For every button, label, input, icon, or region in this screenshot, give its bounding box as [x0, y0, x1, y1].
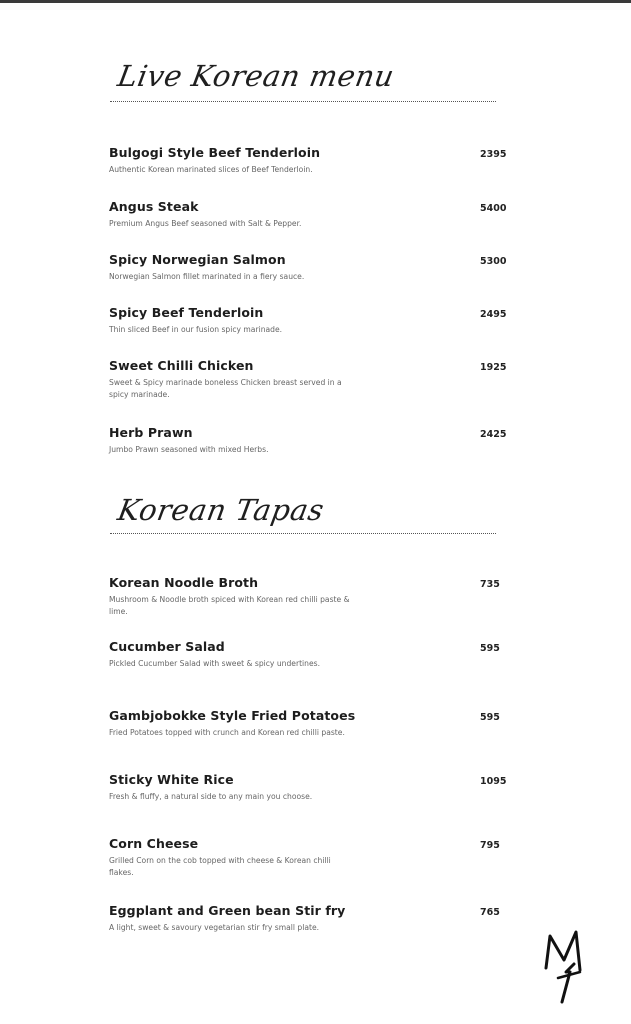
brand-logo-icon	[540, 928, 588, 1006]
item-description: Fresh & fluffy, a natural side to any main you choose.	[109, 792, 313, 801]
section-title-korean-tapas: Korean Tapas	[115, 493, 327, 527]
menu-item	[109, 903, 509, 934]
item-description: Premium Angus Beef seasoned with Salt & Pepper.	[109, 219, 302, 228]
item-name: Bulgogi Style Beef Tenderloin	[109, 145, 321, 160]
item-price: 595	[480, 643, 500, 654]
section-divider	[110, 533, 496, 534]
item-name: Corn Cheese	[109, 836, 199, 851]
item-description: A light, sweet & savoury vegetarian stir fry small plate.	[109, 923, 320, 932]
item-price: 765	[480, 907, 500, 918]
section-title-live-korean: Live Korean menu	[115, 59, 397, 93]
item-price: 5400	[480, 203, 507, 214]
item-price: 735	[480, 579, 500, 590]
item-name: Sticky White Rice	[109, 772, 234, 787]
item-price: 5300	[480, 256, 507, 267]
item-name: Korean Noodle Broth	[109, 575, 259, 590]
item-price: 1925	[480, 362, 507, 373]
menu-item	[109, 358, 509, 401]
menu-item	[109, 836, 509, 879]
menu-item	[109, 252, 509, 283]
item-name: Spicy Norwegian Salmon	[109, 252, 286, 267]
item-description: Norwegian Salmon fillet marinated in a fiery sauce.	[109, 272, 305, 281]
menu-item	[109, 425, 509, 456]
top-border	[0, 0, 631, 3]
item-description: Jumbo Prawn seasoned with mixed Herbs.	[109, 445, 269, 454]
menu-item	[109, 145, 509, 176]
item-name: Gambjobokke Style Fried Potatoes	[109, 708, 356, 723]
item-description: Sweet & Spicy marinade boneless Chicken breast served in a spicy marinade.	[109, 378, 342, 399]
item-price: 795	[480, 840, 500, 851]
section-divider	[110, 101, 496, 102]
item-name: Herb Prawn	[109, 425, 193, 440]
item-description: Thin sliced Beef in our fusion spicy marinade.	[109, 325, 283, 334]
item-name: Cucumber Salad	[109, 639, 225, 654]
menu-item	[109, 199, 509, 230]
menu-item	[109, 772, 509, 803]
item-price: 595	[480, 712, 500, 723]
item-description: Grilled Corn on the cob topped with cheese & Korean chilli flakes.	[109, 856, 331, 877]
item-price: 2425	[480, 429, 507, 440]
item-name: Eggplant and Green bean Stir fry	[109, 903, 346, 918]
menu-item	[109, 305, 509, 336]
item-name: Spicy Beef Tenderloin	[109, 305, 264, 320]
item-price: 2395	[480, 149, 507, 160]
menu-item	[109, 575, 509, 618]
item-price: 1095	[480, 776, 507, 787]
item-name: Angus Steak	[109, 199, 199, 214]
item-description: Fried Potatoes topped with crunch and Korean red chilli paste.	[109, 728, 345, 737]
item-description: Mushroom & Noodle broth spiced with Korean red chilli paste & lime.	[109, 595, 350, 616]
item-name: Sweet Chilli Chicken	[109, 358, 254, 373]
menu-item	[109, 708, 509, 739]
item-description: Pickled Cucumber Salad with sweet & spicy undertines.	[109, 659, 321, 668]
item-description: Authentic Korean marinated slices of Beef Tenderloin.	[109, 165, 313, 174]
menu-item	[109, 639, 509, 670]
item-price: 2495	[480, 309, 507, 320]
